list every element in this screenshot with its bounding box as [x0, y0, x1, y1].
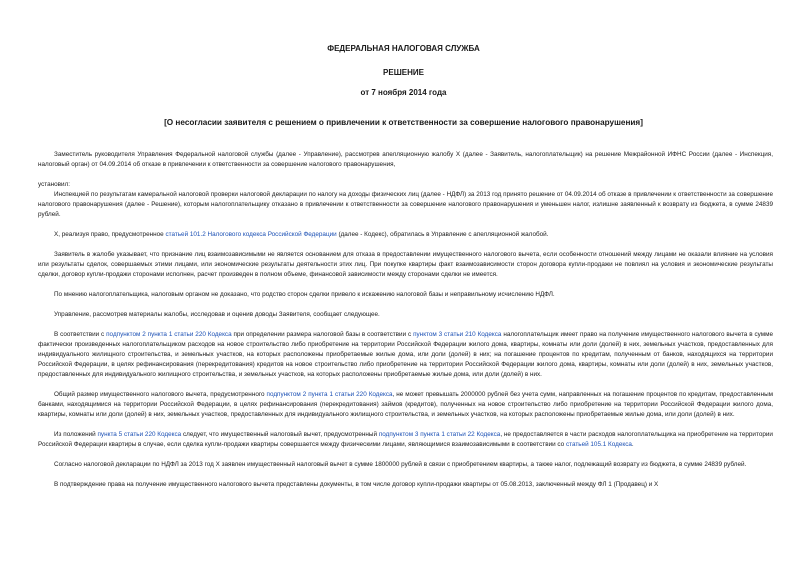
paragraph-interdependent-persons	[38, 430, 773, 450]
paragraph-claimant-argument: Заявитель в жалобе указывает, что признание лиц взаимозависимыми не является основанием для отказа в предоставлении имущественного налогового вычета, если особенности отношений между лицами не оказали влияние на условия или результаты сделок, совершаемых этими лицами, или экономические результаты деятельности этих лиц. При покупке квартиры факт взаимозависимости сторон договора купли-продажи не повлиял на условия и экономические результаты сделки, договор купли-продажи сторонами исполнен, расчет произведен в полном объеме, финансовой зависимости между сторонами сделки не имеется.	[38, 251, 773, 278]
text-fragment: Из положений	[54, 431, 98, 438]
document-type: РЕШЕНИЕ	[383, 68, 424, 77]
law-link-article-220[interactable]: подпунктом 2 пункта 1 статьи 220 Кодекса	[266, 391, 393, 398]
paragraph-appeal	[38, 230, 773, 240]
law-link-article-220[interactable]: подпунктом 2 пункта 1 статьи 220 Кодекса	[106, 331, 232, 338]
paragraph-declaration: Согласно налоговой декларации по НДФЛ за 2013 год Х заявлен имущественный налоговый вычет в сумме 1800000 рублей в связи с приобретением квартиры, а также налог, подлежащий возврату из бюджета, в сумме 24839 рублей.	[54, 461, 747, 468]
text-fragment: , не предоставляется в части расходов налогоплательщика на приобретение на территории Российской Федерации квартиры в случае, если сделка купли-продажи квартиры совершается между физическими лицами, являющимися взаимозависимыми в соответствии со	[38, 431, 773, 448]
law-link-article-105-1[interactable]: статьей 105.1 Кодекса	[565, 441, 632, 448]
text-fragment: В соответствии с	[54, 331, 107, 338]
text-fragment: Общий размер имущественного налогового вычета, предусмотренного	[54, 391, 267, 398]
text-fragment: , не может превышать 2000000 рублей без учета сумм, направленных на погашение процентов по кредитам, предоставленным банками, находящимися на территории Российской Федерации, в целях рефинансирования (перекредитования) займов (кредитов), полученных на новое строительство либо приобретение на территории Российской Федерации жилого дома, квартиры, комнаты или доли (долей) в них, земельных участков, предоставленных для индивидуального жилищного строительства, и земельных участков, на которых расположены приобретаемые жилые дома, или доли (долей) в них.	[38, 391, 773, 418]
text-fragment: (далее - Кодекс), обратилась в Управление с апелляционной жалобой.	[336, 231, 549, 238]
text-fragment: Х, реализуя право, предусмотренное	[54, 231, 166, 238]
document-date: от 7 ноября 2014 года	[360, 88, 447, 97]
paragraph-review: Управление, рассмотрев материалы жалобы, исследовав и оценив доводы Заявителя, сообщает следующее.	[54, 311, 380, 318]
law-link-article-210[interactable]: пунктом 3 статьи 210 Кодекса	[413, 331, 502, 338]
text-fragment: при определении размера налоговой базы в соответствии с	[231, 331, 414, 338]
text-fragment: налогоплательщик имеет право на получение имущественного налогового вычета в сумме фактически произведенных налогоплательщиком расходов на новое строительство либо приобретение на территории Российской Федерации жилого дома, квартиры, комнаты или доли (долей) в них, земельных участков, предоставленных для индивидуального жилищного строительства, и земельных участков, на которых расположены приобретаемые жилые дома, или доли (долей) в них; на погашение процентов по кредитам, полученным от банков, находящихся на территории Российской Федерации, в целях рефинансирования (перекредитования) кредитов на новое строительство либо приобретение на территории Российской Федерации жилого дома, квартиры, комнаты или доли (долей) в них, земельных участков, предоставленных для индивидуального жилищного строительства, и земельных участков, на которых расположены приобретаемые жилые дома, или доли (долей) в них.	[38, 331, 774, 378]
law-link-article-22[interactable]: подпунктом 3 пункта 1 статьи 22 Кодекса	[378, 431, 501, 438]
paragraph-documents: В подтверждение права на получение имущественного налогового вычета представлены документы, в том числе договор купли-продажи квартиры от 05.08.2013, заключенный между ФЛ 1 (Продавец) и Х	[54, 481, 659, 488]
paragraph-preamble: Заместитель руководителя Управления Федеральной налоговой службы (далее - Управление), рассмотрев апелляционную жалобу Х (далее - Заявитель, налогоплательщик) на решение Межрайонной ИФНС России (далее - Инспекция, налоговый орган) от 04.09.2014 об отказе в привлечении к ответственности за совершение налогового правонарушения,	[38, 151, 773, 168]
paragraph-taxpayer-opinion: По мнению налогоплательщика, налоговым органом не доказано, что родство сторон сделки привело к искажению налоговой базы и неправильному исчислению НДФЛ.	[54, 291, 555, 298]
law-link-article-220-5[interactable]: пункта 5 статьи 220 Кодекса	[97, 431, 182, 438]
agency-title: ФЕДЕРАЛЬНАЯ НАЛОГОВАЯ СЛУЖБА	[327, 44, 480, 53]
law-link-article-101-2[interactable]: статьей 101.2 Налогового кодекса Российской Федерации	[165, 231, 337, 238]
paragraph-established: установил:	[38, 181, 71, 188]
text-fragment: следует, что имущественный налоговый вычет, предусмотренный	[181, 431, 379, 438]
paragraph-deduction-right	[38, 330, 773, 380]
document-subject: [О несогласии заявителя с решением о привлечении к ответственности за совершение налогового правонарушения]	[164, 118, 643, 127]
paragraph-inspection-decision: Инспекцией по результатам камеральной налоговой проверки налоговой декларации по налогу на доходы физических лиц (далее - НДФЛ) за 2013 год принято решение от 04.09.2014 об отказе в привлечении к ответственности за совершение налогового правонарушения (далее - Решение), которым налогоплательщику отказано в привлечении к ответственности за совершение налогового правонарушения и уменьшен налог, излишне заявленный к возврату из бюджета, в сумме 24839 рублей.	[38, 191, 773, 218]
text-fragment: .	[631, 441, 634, 448]
paragraph-deduction-limit	[38, 390, 773, 420]
document-body	[38, 150, 773, 500]
